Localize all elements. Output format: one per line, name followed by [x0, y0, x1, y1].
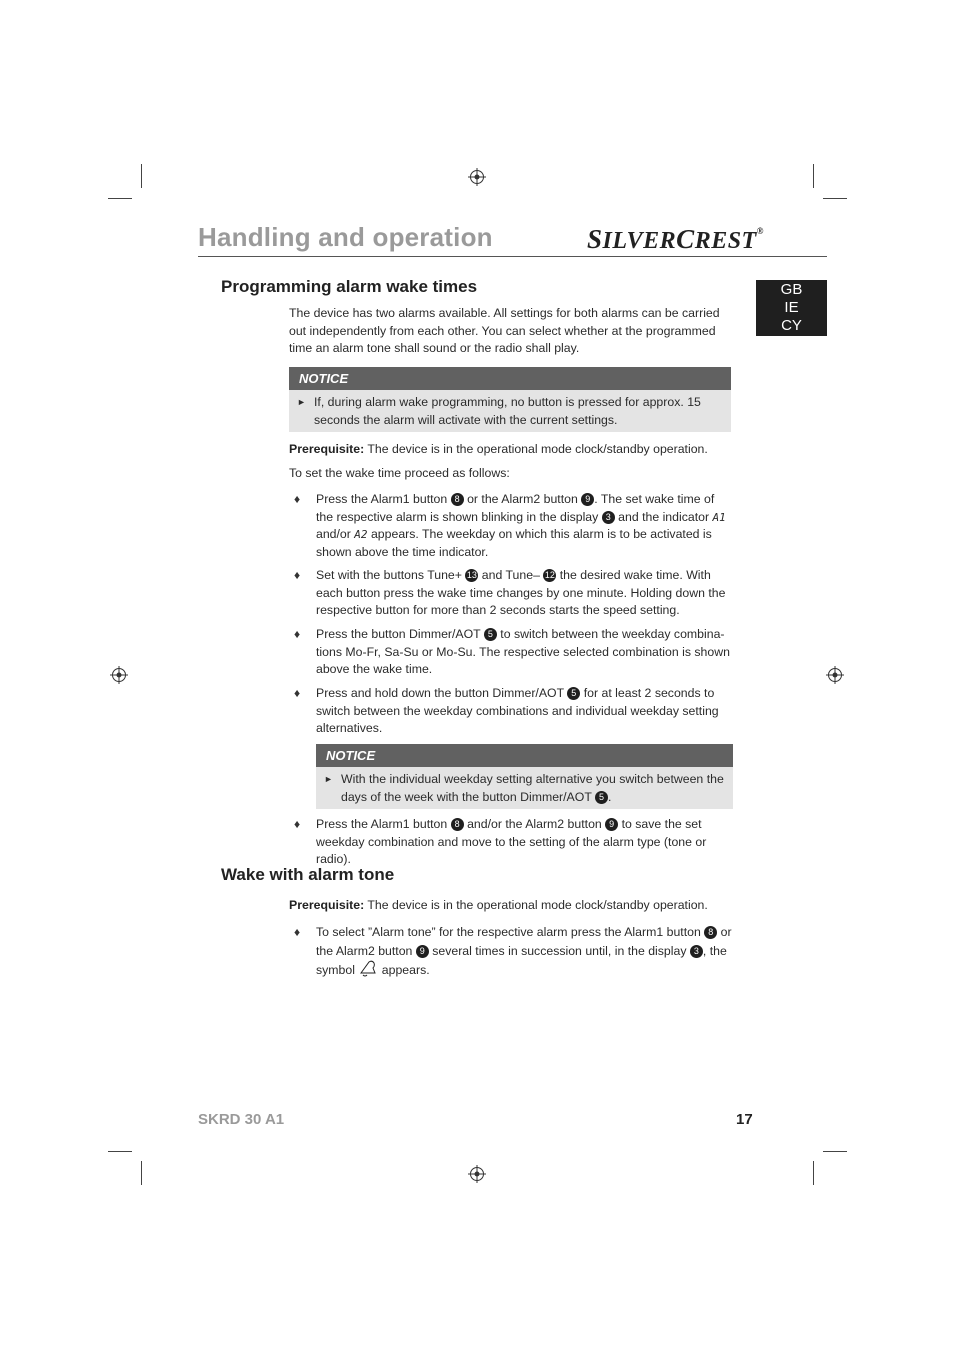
crop-mark — [823, 1151, 847, 1152]
proceed-text: To set the wake time proceed as follows: — [289, 466, 510, 480]
prerequisite: Prerequisite: The device is in the operational mode clock/standby operation. — [289, 442, 708, 456]
list-item: ♦ Press the button Dimmer/AOT 5 to switch between the weekday combinations Mo-Fr, Sa-Su or Mo-Su. The respective selected combination is shown above the wake time. — [294, 627, 730, 676]
intro-paragraph: The device has two alarms available. All settings for both alarms can be carried out independently from each other. You can select whether at the programmed time an alarm tone shall sound or the radio shall play. — [289, 306, 720, 355]
bullet-icon: ♦ — [294, 686, 301, 700]
notice-box — [289, 367, 731, 432]
notice-label: NOTICE — [289, 367, 731, 390]
alarm-indicator: A2 — [354, 528, 368, 541]
registration-mark-icon — [110, 666, 128, 684]
bullet-icon: ♦ — [294, 492, 301, 506]
registration-mark-icon — [468, 168, 486, 186]
arrow-icon: ► — [324, 774, 333, 784]
language-code: IE — [784, 299, 799, 316]
page-number: 17 — [736, 1111, 753, 1128]
list-item: ♦ Press and hold down the button Dimmer/AOT 5 for at least 2 seconds to switch between the weekday combinations and individual weekday setting alternatives. — [294, 686, 719, 735]
arrow-icon: ► — [297, 397, 306, 407]
bullet-icon: ♦ — [294, 568, 301, 582]
alarm-indicator: A1 — [712, 510, 726, 524]
number-badge: 9 — [581, 493, 594, 506]
list-item: ♦ Press the Alarm1 button 8 and/or the Alarm2 button 9 to save the set weekday combination and move to the setting of the alarm type (tone or radio). — [294, 817, 707, 866]
list-item: ♦ Press the Alarm1 button 8 or the Alarm2 button 9 . The set wake time of the respective alarm is shown blinking in the display 3 and the indicator A1 and/or A2 appears. The weekday on which this alarm is to be activated is shown above the time indicator. — [294, 492, 726, 559]
crop-mark — [823, 198, 847, 199]
list-item: ♦ Set with the buttons Tune+ 13 and Tune– 12 the desired wake time. With each button press the wake time changes by one minute. Holding down the respective button for more than 2 seconds starts the speed setting. — [294, 568, 726, 617]
bullet-icon: ♦ — [294, 627, 301, 641]
crop-mark — [813, 1161, 814, 1185]
number-badge: 8 — [451, 493, 464, 506]
crop-mark — [108, 1151, 132, 1152]
number-badge: 5 — [595, 791, 608, 804]
number-badge: 8 — [451, 818, 464, 831]
bell-icon — [358, 960, 378, 978]
number-badge: 12 — [544, 570, 555, 580]
notice-box — [316, 744, 733, 809]
notice-text: ► If, during alarm wake programming, no button is pressed for approx. 15 seconds the alarm will activate with the current settings. — [297, 395, 701, 427]
bullet-icon: ♦ — [294, 925, 301, 939]
notice-text: ► With the individual weekday setting alternative you switch between the days of the week with the button Dimmer/AOT 5 . — [324, 772, 724, 804]
crop-mark — [813, 164, 814, 188]
number-badge: 5 — [567, 687, 580, 700]
language-code: CY — [781, 317, 802, 334]
registration-mark-icon — [826, 666, 844, 684]
header-divider — [198, 256, 827, 257]
section-heading: Wake with alarm tone — [221, 865, 395, 884]
notice-label: NOTICE — [316, 744, 733, 767]
number-badge: 9 — [605, 818, 618, 831]
model-number: SKRD 30 A1 — [198, 1111, 285, 1128]
language-tab — [756, 280, 827, 336]
number-badge: 13 — [466, 570, 477, 580]
list-item: ♦ To select ”Alarm tone” for the respective alarm press the Alarm1 button 8 or the Alarm2 button 9 several times in succession until, in the display 3 , the symbol appears. — [294, 925, 732, 977]
registration-mark-icon — [468, 1165, 486, 1183]
number-badge: 9 — [416, 945, 429, 958]
crop-mark — [141, 1161, 142, 1185]
crop-mark — [108, 198, 132, 199]
brand-logo: SILVERCREST® — [587, 224, 764, 254]
page-title: Handling and operation — [198, 222, 493, 252]
number-badge: 3 — [602, 511, 615, 524]
section-heading: Programming alarm wake times — [221, 277, 478, 296]
number-badge: 8 — [704, 926, 717, 939]
number-badge: 5 — [484, 628, 497, 641]
language-code: GB — [780, 281, 803, 298]
number-badge: 3 — [690, 945, 703, 958]
crop-mark — [141, 164, 142, 188]
bullet-icon: ♦ — [294, 817, 301, 831]
prerequisite: Prerequisite: The device is in the operational mode clock/standby operation. — [289, 898, 708, 912]
